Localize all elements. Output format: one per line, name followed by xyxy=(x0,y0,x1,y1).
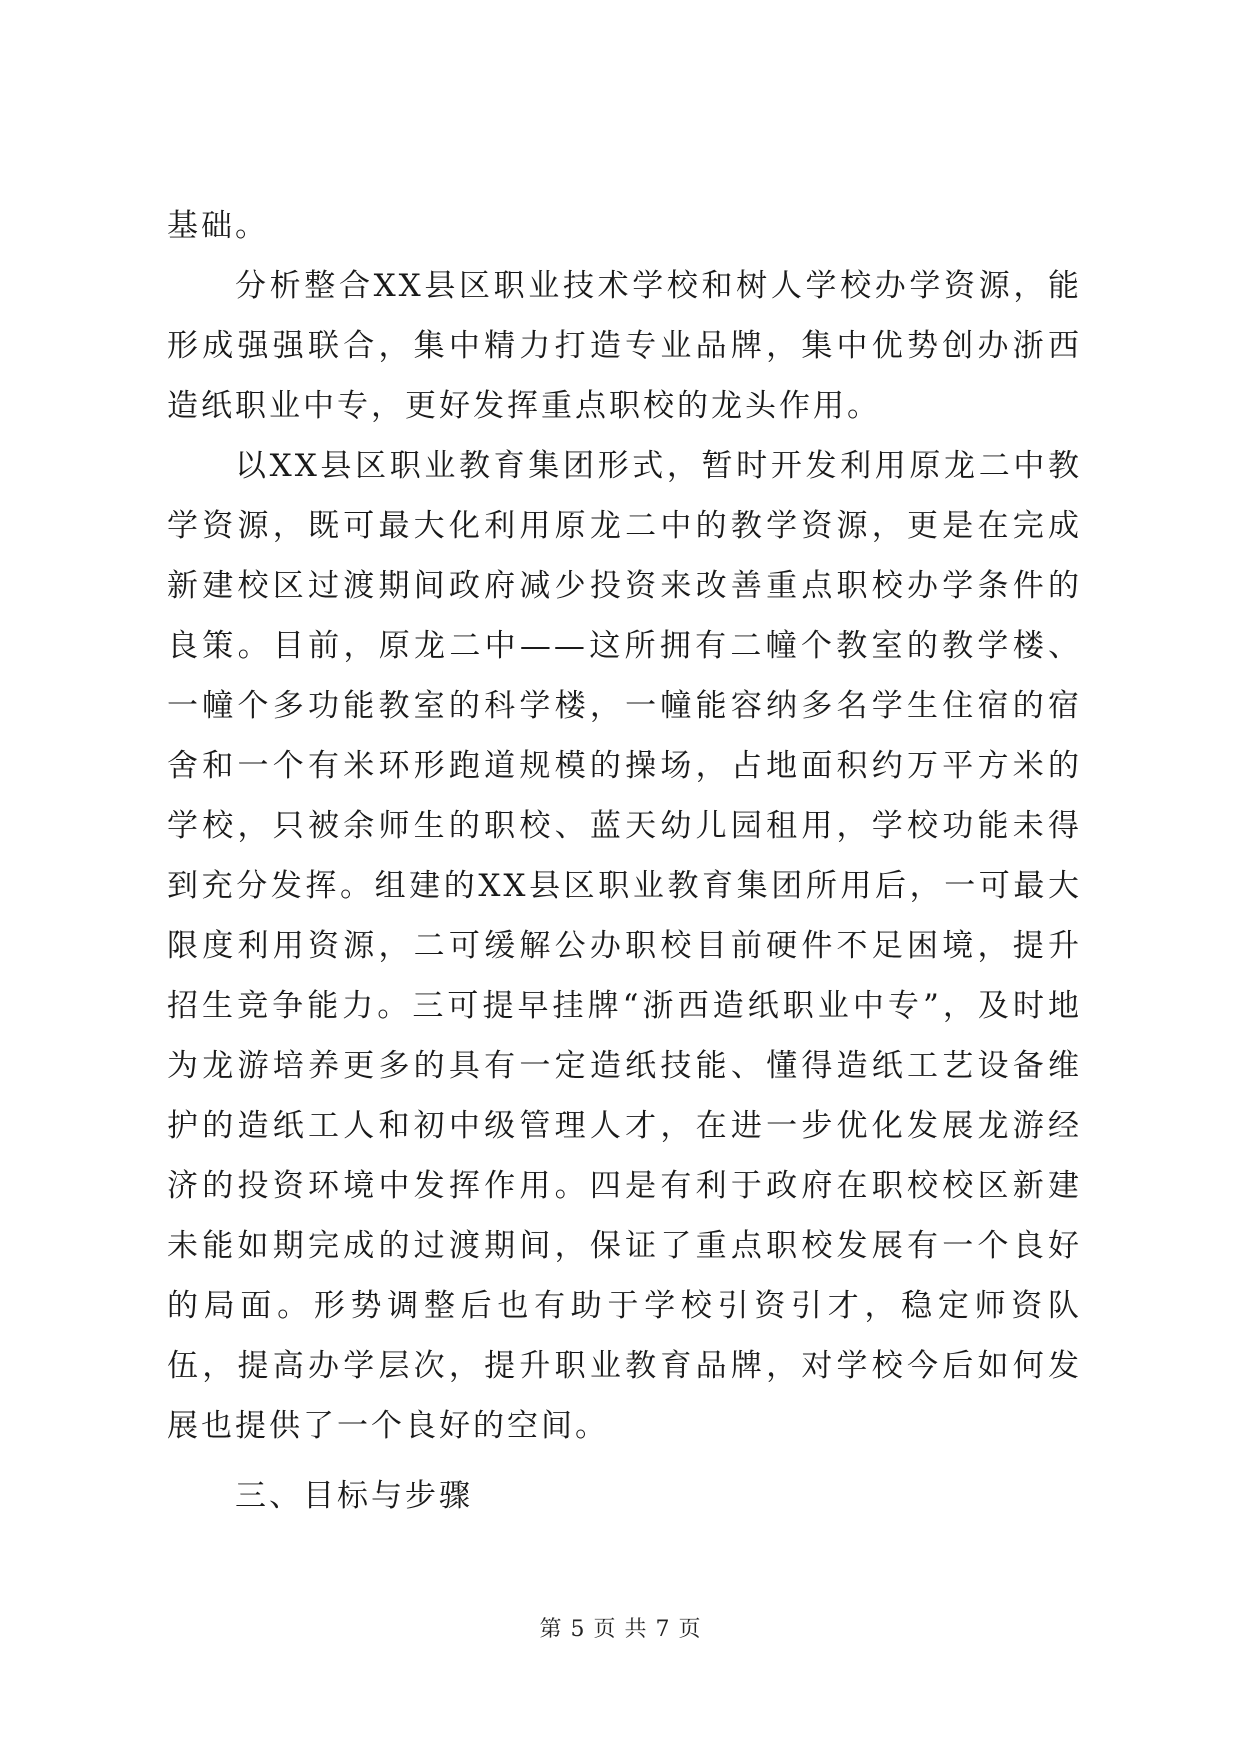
paragraph-continuation: 基础。 xyxy=(167,208,269,244)
paragraph-education-group: 以XX县区职业教育集团形式，暂时开发利用原龙二中教学资源，既可最大化利用原龙二中的教学资源，更是在完成新建校区过渡期间政府减少投资来改善重点职校办学条件的良策。目前，原龙二中——这所拥有二幢个教室的教学楼、一幢个多功能教室的科学楼，一幢能容纳多名学生住宿的宿舍和一个有米环形跑道规模的操场，占地面积约万平方米的学校，只被余师生的职校、蓝天幼儿园租用，学校功能未得到充分发挥。组建的XX县区职业教育集团所用后，一可最大限度利用资源，二可缓解公办职校目前硬件不足困境，提升招生竞争能力。三可提早挂牌“浙西造纸职业中专”，及时地为龙游培养更多的具有一定造纸技能、懂得造纸工艺设备维护的造纸工人和初中级管理人才，在进一步优化发展龙游经济的投资环境中发挥作用。四是有利于政府在职校校区新建未能如期完成的过渡期间，保证了重点职校发展有一个良好的局面。形势调整后也有助于学校引资引才，稳定师资队伍，提高办学层次，提升职业教育品牌，对学校今后如何发展也提供了一个良好的空间。 xyxy=(167,448,1082,1444)
paragraph-resource-integration: 分析整合XX县区职业技术学校和树人学校办学资源，能形成强强联合，集中精力打造专业品牌，集中优势创办浙西造纸职业中专，更好发挥重点职校的龙头作用。 xyxy=(167,268,1082,424)
page-number-footer: 第 5 页 共 7 页 xyxy=(539,1617,702,1642)
section-heading: 三、目标与步骤 xyxy=(235,1478,473,1514)
document-body xyxy=(167,196,1082,1526)
